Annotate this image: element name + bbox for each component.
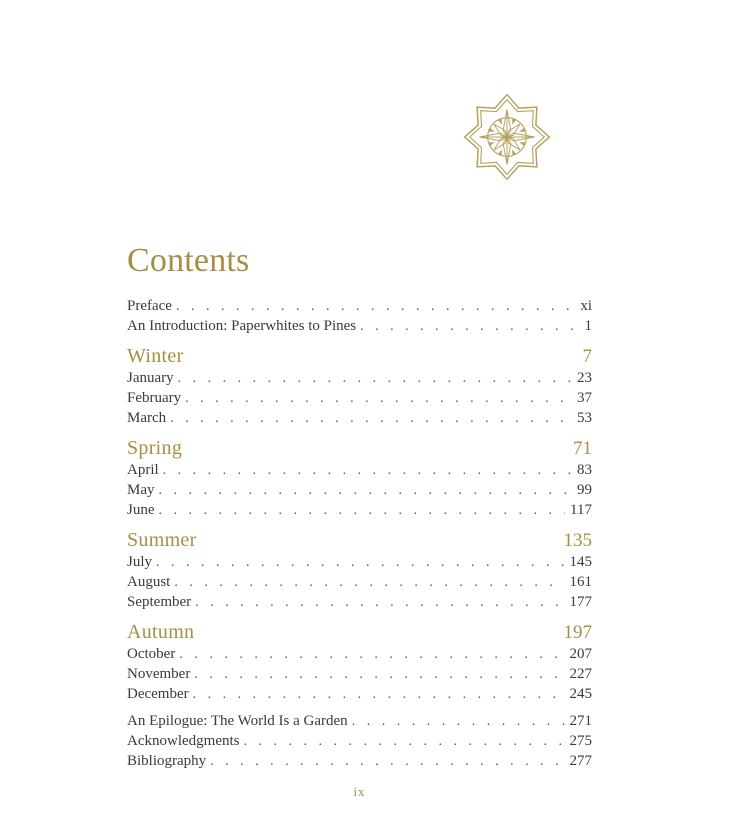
toc-entry-page-number: 161: [569, 574, 592, 590]
toc-entry-row: [127, 753, 592, 773]
toc-entry-row: [127, 686, 592, 706]
toc-entry-row: [127, 482, 592, 502]
compass-star-ornament: [461, 91, 553, 183]
toc-entry-row: [127, 594, 592, 614]
toc-entry-label: Bibliography: [127, 753, 207, 769]
folio-page-number: ix: [353, 784, 366, 799]
dot-leader: [360, 318, 579, 335]
toc-section-spring: [127, 437, 592, 522]
toc-entry-page-number: 271: [569, 713, 592, 729]
toc-section-title: Winter: [127, 345, 184, 367]
toc-section-autumn: [127, 621, 592, 706]
dot-leader: [163, 462, 572, 479]
toc-section-summer: [127, 529, 592, 614]
toc-entry-row: [127, 390, 592, 410]
toc-entry-page-number: 277: [569, 753, 592, 769]
toc-section-page-number: 71: [573, 438, 592, 459]
toc-entry-label: An Epilogue: The World Is a Garden: [127, 713, 348, 729]
toc-section-title: Summer: [127, 529, 197, 551]
dot-leader: [156, 554, 564, 571]
toc-entry-label: August: [127, 574, 171, 590]
toc-entry-label: June: [127, 502, 155, 518]
toc-entry-page-number: 177: [569, 594, 592, 610]
toc-section-title: Autumn: [127, 621, 195, 643]
dot-leader: [174, 574, 564, 591]
toc-entry-row: [127, 646, 592, 666]
dot-leader: [178, 370, 572, 387]
toc-entry-row: [127, 554, 592, 574]
toc-entry-page-number: 23: [577, 370, 592, 386]
dot-leader: [159, 482, 573, 499]
toc-entry-row: [127, 298, 592, 318]
toc-entry-label: January: [127, 370, 174, 386]
dot-leader: [193, 686, 565, 703]
toc-entry-label: December: [127, 686, 189, 702]
toc-entry-label: September: [127, 594, 192, 610]
dot-leader: [210, 753, 564, 770]
dot-leader: [176, 298, 575, 315]
toc-entry-label: November: [127, 666, 191, 682]
dot-leader: [185, 390, 572, 407]
toc-entry-label: February: [127, 390, 182, 406]
contents-column: [127, 240, 592, 773]
toc-entry-row: [127, 733, 592, 753]
toc-section-heading: [127, 529, 592, 554]
toc-entry-label: An Introduction: Paperwhites to Pines: [127, 318, 357, 334]
toc-entry-page-number: 99: [577, 482, 592, 498]
toc: [127, 298, 592, 773]
toc-entry-page-number: 227: [569, 666, 592, 682]
toc-entry-page-number: 145: [569, 554, 592, 570]
toc-entry-page-number: 1: [584, 318, 592, 334]
toc-entry-page-number: 117: [570, 502, 592, 518]
toc-section-title: Spring: [127, 437, 183, 459]
dot-leader: [243, 733, 564, 750]
toc-entry-row: [127, 370, 592, 390]
toc-entry-label: March: [127, 410, 167, 426]
toc-entry-page-number: 275: [569, 733, 592, 749]
toc-section-heading: [127, 621, 592, 646]
toc-entry-row: [127, 410, 592, 430]
toc-section-page-number: 7: [582, 346, 592, 367]
toc-entry-label: July: [127, 554, 153, 570]
toc-entry-page-number: 53: [577, 410, 592, 426]
toc-entry-label: May: [127, 482, 155, 498]
toc-section-page-number: 197: [563, 622, 592, 643]
toc-entry-row: [127, 666, 592, 686]
toc-entry-label: April: [127, 462, 159, 478]
dot-leader: [170, 410, 572, 427]
toc-entry-row: [127, 502, 592, 522]
dot-leader: [179, 646, 564, 663]
toc-group: [127, 298, 592, 338]
toc-entry-page-number: 37: [577, 390, 592, 406]
toc-group: [127, 713, 592, 773]
toc-entry-page-number: 245: [569, 686, 592, 702]
toc-entry-page-number: 83: [577, 462, 592, 478]
toc-entry-row: [127, 574, 592, 594]
toc-entry-page-number: 207: [569, 646, 592, 662]
dot-leader: [195, 594, 564, 611]
dot-leader: [194, 666, 564, 683]
page-title: Contents: [127, 242, 250, 279]
toc-section-heading: [127, 345, 592, 370]
toc-section-winter: [127, 345, 592, 430]
dot-leader: [159, 502, 566, 519]
toc-section-heading: [127, 437, 592, 462]
toc-entry-row: [127, 713, 592, 733]
toc-entry-label: Acknowledgments: [127, 733, 240, 749]
dot-leader: [352, 713, 565, 730]
toc-entry-row: [127, 462, 592, 482]
toc-entry-row: [127, 318, 592, 338]
toc-entry-label: Preface: [127, 298, 172, 314]
toc-entry-label: October: [127, 646, 176, 662]
toc-section-page-number: 135: [563, 530, 592, 551]
toc-entry-page-number: xi: [580, 298, 592, 314]
